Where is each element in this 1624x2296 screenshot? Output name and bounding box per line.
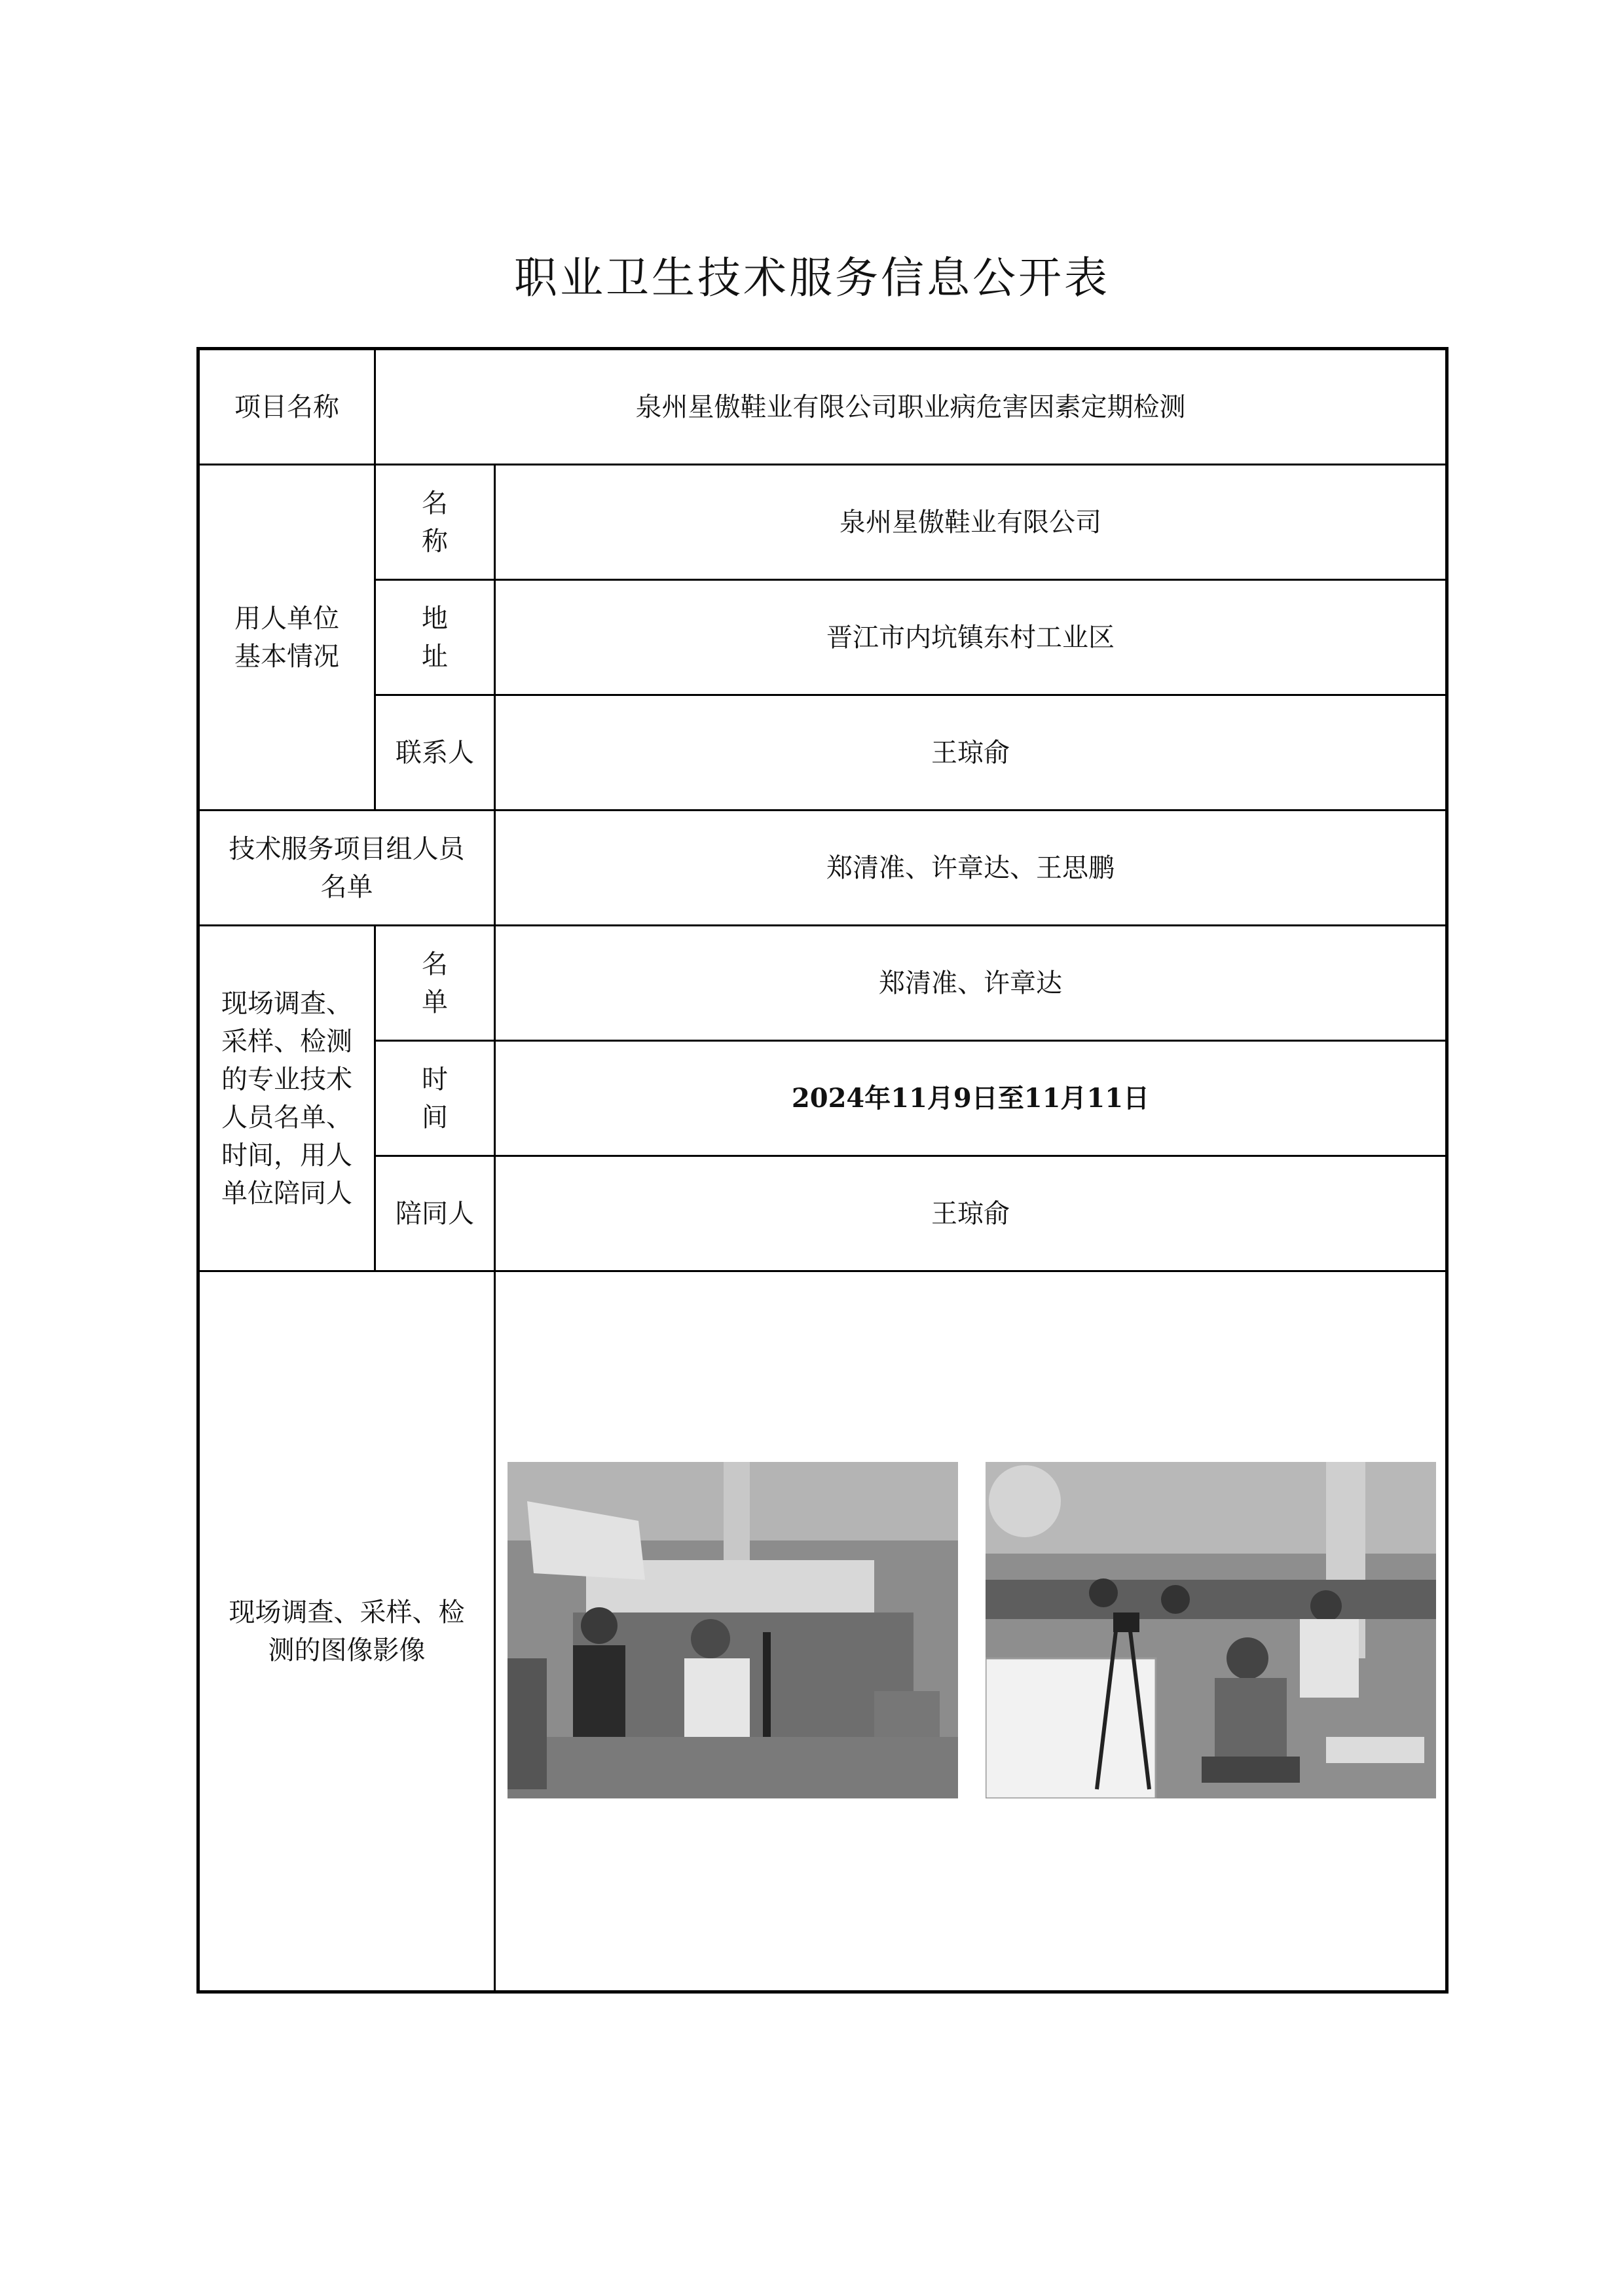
factory-photo-icon [507, 1462, 958, 1798]
project-name-label: 项目名称 [234, 392, 339, 422]
survey-names-value: 郑清准、许章达 [879, 968, 1062, 998]
survey-names-label: 名单 [422, 949, 477, 1017]
team-label: 技术服务项目组人员 名单 [229, 833, 465, 902]
contact-value: 王琼俞 [931, 737, 1010, 768]
survey-time-label: 时间 [422, 1064, 477, 1133]
contact-label: 联系人 [396, 737, 474, 768]
survey-label: 现场调查、 采样、检测 的专业技术 人员名单、 时间，用人 单位陪同人 [221, 988, 352, 1209]
team-value: 郑清准、许章达、王思鹏 [826, 852, 1115, 883]
address-label: 地址 [422, 603, 477, 672]
factory-photo-icon [986, 1462, 1436, 1798]
name-value: 泉州星傲鞋业有限公司 [840, 507, 1101, 538]
name-label: 名称 [422, 488, 477, 556]
project-name-value: 泉州星傲鞋业有限公司职业病危害因素定期检测 [635, 392, 1186, 422]
info-table [196, 347, 1449, 1994]
site-photo-1 [507, 1462, 958, 1798]
site-photo-2 [986, 1462, 1436, 1798]
images-label: 现场调查、采样、检 测的图像影像 [229, 1597, 465, 1666]
page-title: 职业卫生技术服务信息公开表 [514, 253, 1110, 303]
employer-label: 用人单位 基本情况 [234, 603, 339, 672]
escort-value: 王琼俞 [931, 1198, 1010, 1229]
escort-label: 陪同人 [396, 1198, 474, 1229]
address-value: 晋江市内坑镇东村工业区 [826, 622, 1115, 653]
survey-time-value: 2024年11月9日至11月11日 [791, 1082, 1150, 1114]
